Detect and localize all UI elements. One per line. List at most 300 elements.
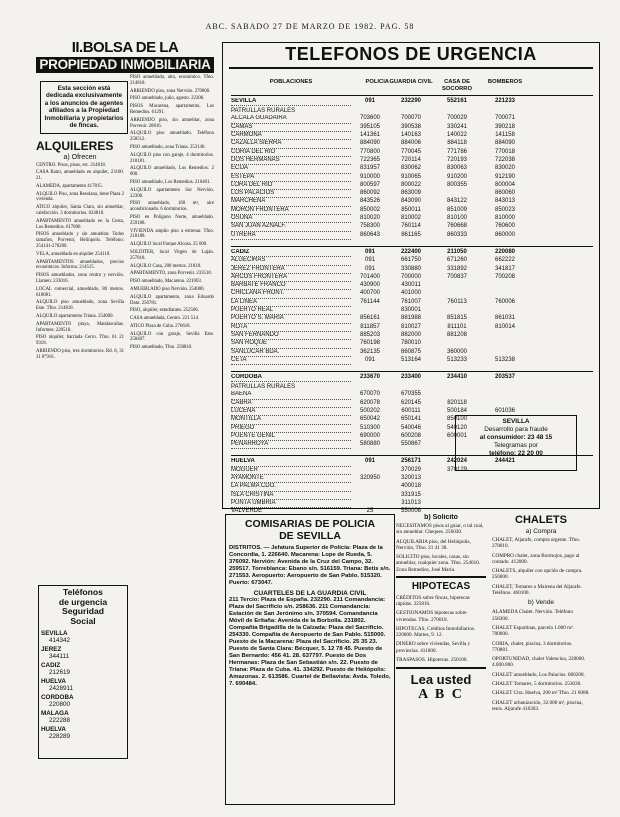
urgencia-number: 140022 — [446, 132, 468, 139]
urgencia-number: 670070 — [359, 391, 381, 398]
ad-text: CENTRO. Pisos, pisos, etc. 214818. — [36, 162, 106, 168]
urgencia-place: PRIEGO — [231, 425, 351, 433]
urgencia-place: CARMONA — [231, 132, 351, 140]
urgencia-number: 851815 — [446, 315, 468, 322]
urgencia-title: TELEFONOS DE URGENCIA — [285, 44, 537, 64]
urgencia-number — [481, 400, 529, 408]
urgencia-number: 601036 — [494, 407, 516, 414]
urgencia-place: PUERTO REAL — [231, 307, 351, 315]
urgencia-row — [231, 340, 593, 348]
comisarias-title2: CUARTELES DE LA GUARDIA CIVIL — [253, 590, 367, 597]
seguridad-title — [41, 588, 125, 626]
ad-text: ALQUILO piso con garaje, 4 dormitorios. 218181. — [130, 152, 214, 164]
urgencia-row — [231, 483, 593, 491]
sevilla-box-line2: al consumidor: 23 48 15 — [479, 434, 553, 441]
ad-text: VIVIENDA amplio piso a estrenar. Tfno. 218188. — [130, 228, 214, 240]
urgencia-number: 760113 — [447, 298, 467, 305]
urgencia-number: 540046 — [400, 424, 422, 431]
urgencia-number: 700208 — [494, 273, 516, 280]
ad-text: APARTAMENTOS amueblados, precios económicos. Informa: 214515. — [36, 259, 124, 271]
urgencia-row — [231, 115, 593, 123]
urgencia-number: 091 — [364, 257, 375, 264]
urgencia-number: 843013 — [494, 198, 516, 205]
urgencia-number: 256171 — [400, 458, 422, 465]
ad-text: ALQUILO Piso, zona Resolana, tiene Plaza 2 vivienda. — [36, 191, 124, 203]
seguridad-city: JEREZ — [41, 646, 62, 653]
urgencia-number: 760114 — [401, 223, 421, 230]
urgencia-number: 860092 — [359, 190, 381, 197]
urgencia-row — [231, 299, 593, 307]
urgencia-group — [231, 95, 593, 240]
urgencia-number: 910000 — [359, 173, 381, 180]
urgencia-number: 600001 — [446, 432, 468, 439]
urgencia-number: 810002 — [400, 215, 422, 222]
seguridad-title-2: de urgencia — [58, 596, 108, 607]
urgencia-number: 244421 — [494, 458, 516, 465]
ad-text: ALQUILO local Parque Alcosa. 25 000. — [130, 242, 208, 248]
urgencia-number: 830062 — [400, 165, 422, 172]
urgencia-place: ECIJA — [231, 165, 351, 173]
urgencia-number: 650141 — [400, 416, 422, 423]
urgencia-number: 233670 — [359, 374, 381, 381]
sevilla-box-line1: Desarrollo para fraude — [484, 426, 548, 433]
ad-text: ALQUILO piso amueblado, zona Sevilla Este. Tfno. 214818. — [36, 300, 124, 312]
urgencia-number: 856161 — [359, 315, 381, 322]
urgencia-number: 761007 — [400, 298, 422, 305]
urgencia-place: ARCOS FRONTERA — [231, 274, 351, 282]
urgencia-number — [433, 391, 481, 399]
urgencia-place: MARCHENA — [231, 198, 351, 206]
urgencia-row — [231, 232, 593, 240]
ad-text: PISOS Macarena, apartamento, Los Remedios. 61291. — [130, 104, 214, 115]
urgencia-number: 910200 — [446, 173, 468, 180]
ad-text: ATICO alquiler, Santa Clara, sin amueblar, calefacción. 3 dormitorios. 624818. — [36, 205, 124, 217]
bolsa-intro: Esta sección está dedicada exclusivamente a los anuncios de agentes afiliados a la Propiedad Inmobiliaria y propietarios de fincas. — [44, 84, 124, 129]
sevilla-box-line4: teléfono: 22 20 00 — [489, 450, 543, 457]
ad-text: ARRIENDO piso, tres dormitorios. Rd. 8, 31 31 8°916. — [36, 349, 124, 360]
urgencia-number: 580880 — [359, 441, 381, 448]
urgencia-number: 843526 — [359, 198, 381, 205]
seguridad-number: 212619 — [49, 669, 71, 676]
urgencia-number: 600111 — [401, 407, 421, 414]
urgencia-number: 141361 — [359, 132, 381, 139]
seguridad-city: HUELVA — [41, 678, 66, 685]
urgencia-place: CAMAS — [231, 124, 351, 132]
ad-text: ATICO Plaza de Cuba. 276618. — [130, 323, 191, 329]
urgencia-number — [481, 349, 529, 357]
urgencia-number: 430011 — [401, 282, 421, 289]
urgencia-number — [433, 190, 481, 198]
comisarias-body2: 211 Tercio: Plaza de España. 232290. 211 Comandancia: Plaza del Sacrificio s/n. 258636. 211 Comandancia: Estación de San Jerónimo s/n. 370594. Comandancia Móvil de Eritaña: Avenida de la Borbolla. 231802. Compañía Brigadilla de la Calzada: Plaza del Sacrificio. 254330. Compañía de Aeropuerto de San Pablo. 515000. Puesto de la Macarena: Plaza del Sacrificio. 25 35 23. Puesto de Santa Clara: Bécquer, 5. 12 78 45. Puesto de San Bernardo: 456 41. 28. 637797. Puesto de Dos Hermanas: Plaza de San Sebastián s/n. 22. Puesto de Triana: Plaza de Cuba. 41. 334292. Puesto de Heliópolis: Amazonas. 2. 613586. Cuartel de Bellavista: Avda. Toledo, 7. 690484. — [229, 597, 391, 687]
ad-text: PISO, alquiler, estudiantes. 252506. — [130, 308, 199, 314]
urgencia-number: 661750 — [400, 257, 422, 264]
ad-text: AMUEBLADO piso Nervión. 254000. — [130, 286, 205, 292]
urgencia-number: 770018 — [494, 148, 516, 155]
chalets-sub-b: b) Vende — [527, 599, 555, 607]
urgencia-number: 881988 — [400, 315, 422, 322]
urgencia-number: 851009 — [446, 206, 468, 213]
ad-text: DINERO sobre viviendas, Sevilla y provincias. 411000. — [396, 641, 471, 654]
urgencia-number — [433, 290, 481, 298]
urgencia-number: 700071 — [494, 115, 516, 122]
urgencia-number: 761144 — [360, 298, 380, 305]
seguridad-entry — [41, 726, 125, 740]
urgencia-number: 550008 — [400, 508, 422, 515]
urgencia-number: 330241 — [446, 123, 468, 130]
chalets-vende-ads — [492, 609, 590, 712]
urgencia-number: 370129 — [446, 466, 468, 473]
ad-text: PISO amueblado, Tfno. 258810. — [130, 345, 193, 351]
urgencia-number — [481, 492, 529, 500]
ad-text: ALQUILO apartamento Sur Nervión. 22308. — [130, 187, 214, 199]
urgencia-number — [351, 467, 389, 475]
ad-text: TRASPASOS. Hipotecas. 250100. — [396, 657, 468, 664]
urgencia-row — [231, 257, 593, 265]
urgencia-row — [231, 374, 593, 382]
seguridad-number: 222288 — [49, 717, 71, 724]
urgencia-number — [433, 340, 481, 348]
urgencia-place: SANLUCAR BDA. — [231, 349, 351, 357]
solicito-column — [396, 514, 486, 794]
urgencia-row — [231, 165, 593, 173]
urgencia-row — [231, 282, 593, 290]
alquileres-title: ALQUILERES — [36, 138, 114, 153]
seguridad-entry — [41, 630, 125, 644]
urgencia-number — [481, 340, 529, 348]
urgencia-number: 722365 — [359, 156, 381, 163]
urgencia-number: 341817 — [494, 265, 516, 272]
chalets-sub-a: a) Compra — [525, 528, 557, 535]
urgencia-number: 760006 — [494, 298, 516, 305]
urgencia-number: 780010 — [400, 340, 422, 347]
urgencia-number: 620078 — [359, 399, 381, 406]
urgencia-number: 671260 — [446, 257, 468, 264]
ad-text: PISOS amueblado y sin amueblar. Todos tamaños, Porvenir, Heliópolis. Teléfono: 254141-270200. — [36, 232, 124, 250]
urgencia-number: 620145 — [400, 399, 422, 406]
urgencia-number — [433, 500, 481, 508]
seguridad-number: 344111 — [49, 653, 70, 660]
urgencia-number: 203537 — [494, 374, 516, 381]
urgencia-place: BAENA — [231, 391, 351, 399]
urgencia-place: SEVILLA — [231, 98, 351, 106]
urgencia-row — [231, 266, 593, 274]
ad-text: CHALET Tomares, 5 dormitorios. 253030. — [492, 681, 582, 688]
seguridad-city: SEVILLA — [41, 630, 68, 637]
urgencia-number: 760668 — [446, 223, 468, 230]
seguridad-city: MALAGA — [41, 710, 69, 717]
ad-text: ALQUILO piso amueblado. Teléfono 258512. — [130, 131, 214, 143]
col-guardia: GUARDIA CIVIL — [389, 78, 433, 85]
urgencia-number: 882000 — [400, 331, 422, 338]
urgencia-place: CABRA — [231, 400, 351, 408]
ad-text: PISO en Polígono Norte, amueblado. 259188. — [130, 214, 214, 226]
urgencia-number: 884118 — [447, 140, 467, 147]
urgencia-number: 703600 — [359, 115, 381, 122]
urgencia-number: 400700 — [359, 290, 381, 297]
urgencia-place: JEREZ FRONTERA — [231, 266, 351, 274]
urgencia-place: ESTEPA — [231, 174, 351, 182]
urgencia-row — [231, 132, 593, 140]
urgencia-row — [231, 391, 593, 399]
seguridad-entry — [41, 678, 125, 692]
urgencia-row — [231, 324, 593, 332]
urgencia-number: 510300 — [359, 424, 381, 431]
urgencia-place: SAN JUAN AZNALF. — [231, 223, 351, 231]
ad-text: PISO amueblado, zona Triana. 253146. — [130, 144, 206, 150]
urgencia-number: 860875 — [400, 348, 422, 355]
urgencia-number — [351, 483, 389, 491]
sevilla-consumidor-box — [455, 415, 577, 471]
seguridad-title-1: Teléfonos — [63, 587, 103, 597]
urgencia-number: 513233 — [446, 356, 468, 363]
urgencia-number — [351, 492, 389, 500]
urgencia-number: 860333 — [446, 231, 468, 238]
seguridad-number: 220800 — [49, 701, 71, 708]
alquileres-right-ads — [130, 75, 214, 353]
ad-text: COMPRO chalet, zona Bormujos, pago al contado. 412000. — [492, 552, 580, 565]
urgencia-number: 401000 — [400, 290, 422, 297]
urgencia-number: 091 — [364, 248, 375, 255]
urgencia-number: 810020 — [359, 215, 381, 222]
urgencia-row — [231, 223, 593, 231]
seguridad-entry — [41, 694, 125, 708]
ad-text: ARRIENDO piso, zona Nervión. 270800. — [130, 88, 211, 94]
urgencia-number: 390538 — [400, 123, 422, 130]
bolsa-title-1: II.BOLSA DE LA — [71, 40, 179, 56]
urgencia-row — [231, 190, 593, 198]
urgencia-number: 843090 — [400, 198, 422, 205]
urgencia-place: ROTA — [231, 324, 351, 332]
urgencia-number: 232290 — [400, 98, 422, 105]
urgencia-number: 091 — [364, 265, 375, 272]
urgencia-number: 760600 — [494, 223, 516, 230]
urgencia-place: SAN ROQUE — [231, 340, 351, 348]
urgencia-number: 091 — [364, 458, 375, 465]
sevilla-box-title: SEVILLA — [502, 418, 530, 425]
urgencia-number: 912190 — [494, 173, 516, 180]
urgencia-row — [231, 157, 593, 165]
urgencia-subheader: PATRULLAS RURALES — [231, 384, 296, 391]
urgencia-number: 831957 — [359, 165, 381, 172]
urgencia-number: 600208 — [400, 432, 422, 439]
urgencia-number — [433, 492, 481, 500]
seguridad-number: 228289 — [49, 733, 71, 740]
col-socorro: CASA DE SOCORRO — [442, 78, 472, 92]
urgencia-number: 390218 — [494, 123, 516, 130]
urgencia-row — [231, 174, 593, 182]
comisarias-title-1: COMISARIAS DE POLICIA — [244, 518, 376, 530]
urgencia-row — [231, 98, 593, 106]
urgencia-place: LA PALMA CDO. — [231, 483, 351, 491]
urgencia-number: 141158 — [495, 132, 515, 139]
ad-text: ALQUILO con garaje, Sevilla Este. 258407. — [130, 331, 214, 343]
urgencia-number: 320013 — [400, 475, 422, 482]
ad-text: ALQUILARIA piso, del Heliópolis, Nervión, Tfno. 21 41 38. — [396, 538, 471, 551]
urgencia-number: 884090 — [494, 140, 516, 147]
seguridad-entry — [41, 662, 125, 676]
urgencia-number — [351, 500, 389, 508]
ad-text: PISO amueblado, julio, agosto. 22306. — [130, 96, 205, 102]
urgencia-number: 770045 — [400, 148, 422, 155]
urgencia-number — [481, 391, 529, 399]
urgencia-number — [481, 475, 529, 483]
ad-text: VELA, amueblado en alquiler 254118. — [36, 251, 111, 257]
urgencia-number: 810100 — [446, 215, 468, 222]
urgencia-number: 360000 — [446, 348, 468, 355]
ad-text: CRÉDITOS sobre fincas, hipotecas rápidas. 225816. — [396, 594, 470, 607]
urgencia-number: 800004 — [494, 181, 516, 188]
urgencia-row — [231, 124, 593, 132]
ad-text: PISOS amueblados, zona centro y nervión. Llamen: 233016. — [36, 273, 124, 285]
ad-text: GESTIONAMOS hipotecas sobre viviendas. Tfno. 270018. — [396, 610, 467, 623]
urgencia-number: 540120 — [446, 424, 468, 431]
urgencia-number: 863009 — [400, 190, 422, 197]
urgencia-place: CETA — [231, 357, 351, 365]
urgencia-number: 395105 — [359, 123, 381, 130]
comisarias-box — [225, 514, 395, 805]
ad-text: NECESITAMOS pisos al guiar, o tal cual, sin amueblar. Cheques. 256030. — [396, 523, 484, 536]
urgencia-number — [481, 332, 529, 340]
urgencia-number — [481, 307, 529, 315]
urgencia-number: 850100 — [446, 416, 468, 423]
urgencia-group — [231, 246, 593, 365]
urgencia-row — [231, 500, 593, 508]
urgencia-place: ALCALA GUADAIRA — [231, 115, 351, 123]
urgencia-number: 220080 — [494, 248, 516, 255]
bolsa-intro-box — [40, 81, 128, 134]
urgencia-number: 770800 — [359, 148, 381, 155]
lea-usted: Lea usted — [410, 671, 472, 687]
urgencia-number: 513238 — [494, 356, 516, 363]
urgencia-subheader: PATRULLAS RURALES — [231, 108, 296, 115]
urgencia-number: 211050 — [447, 248, 467, 255]
urgencia-number: 221233 — [494, 98, 516, 105]
seguridad-box — [38, 585, 128, 759]
urgencia-number — [481, 290, 529, 298]
page-header: ABC. SABADO 27 DE MARZO DE 1982. PAG. 58 — [205, 22, 415, 31]
urgencia-number: 430900 — [359, 282, 381, 289]
urgencia-row — [231, 492, 593, 500]
urgencia-number: 330880 — [400, 265, 422, 272]
urgencia-number: 331915 — [400, 491, 422, 498]
ad-text: APARTAMENTO playa, Matalascañas. Informes: 220510. — [36, 321, 124, 333]
urgencia-number: 311013 — [401, 499, 421, 506]
urgencia-number: 811857 — [360, 323, 380, 330]
chalets-column — [492, 514, 590, 804]
urgencia-number: 670355 — [400, 391, 422, 398]
urgencia-number: 810027 — [400, 323, 422, 330]
urgencia-place: LOS PALACIOS — [231, 190, 351, 198]
urgencia-number: 830001 — [400, 307, 422, 314]
urgencia-place: MOGUER — [231, 467, 351, 475]
ad-text: CASA Bami, amueblado en alquiler, 23100. 21. — [36, 170, 124, 182]
urgencia-row — [231, 307, 593, 315]
seguridad-entry — [41, 710, 125, 724]
ad-text: ARRIENDO piso, sin amueblar, zona Porvenir. 20816. — [130, 117, 214, 129]
urgencia-number: 811101 — [447, 323, 467, 330]
urgencia-number: 662222 — [494, 257, 516, 264]
urgencia-place: LA LINEA — [231, 299, 351, 307]
urgencia-row — [231, 198, 593, 206]
ad-text: CASA amueblada, Centro. 221 514. — [130, 316, 200, 322]
urgencia-number — [433, 483, 481, 491]
urgencia-place: ISLA CRISTINA — [231, 492, 351, 500]
urgencia-number: 850002 — [359, 206, 381, 213]
urgencia-place: PUENTE GENIL — [231, 433, 351, 441]
urgencia-number: 091 — [364, 356, 375, 363]
urgencia-number: 400018 — [400, 483, 422, 490]
ad-text: CHALET urbanización, 32.000 m², piscina, tenis. Aljarafe 416303. — [492, 699, 583, 712]
urgencia-row — [231, 140, 593, 148]
urgencia-place: CHICLANA FRONT. — [231, 290, 351, 298]
urgencia-number: 850023 — [494, 206, 516, 213]
urgencia-number: 320950 — [359, 475, 381, 482]
ad-text: ALQUILO apartamento Triana. 254000. — [36, 314, 114, 320]
urgencia-number — [433, 307, 481, 315]
urgencia-place: CORIA DEL RIO — [231, 149, 351, 157]
urgencia-row — [231, 475, 593, 483]
urgencia-number: 690000 — [359, 432, 381, 439]
urgencia-number: 860060 — [494, 190, 516, 197]
ad-text: PISO amueblado, Macarena. 221003. — [130, 279, 202, 285]
urgencia-number: 830063 — [446, 165, 468, 172]
urgencia-place: PEÑARROYA — [231, 441, 351, 449]
urgencia-number: 884006 — [400, 140, 422, 147]
urgencia-number: 140163 — [400, 132, 422, 139]
urgencia-number: 910065 — [400, 173, 422, 180]
seguridad-title-3: Seguridad — [61, 606, 105, 616]
urgencia-number: 091 — [364, 98, 375, 105]
urgencia-number: 800355 — [446, 181, 468, 188]
seguridad-city: CORDOBA — [41, 694, 74, 701]
ad-text: CHALETS, alquiler con opción de compra. 256000. — [492, 568, 583, 581]
seguridad-list — [41, 630, 125, 740]
ad-text: CHALET amueblado, Los Palacios. 860208. — [492, 671, 585, 678]
urgencia-number: 552161 — [446, 98, 468, 105]
ad-text: APARTAMENTO, zona Porvenir. 233510. — [130, 271, 212, 277]
urgencia-place: HUELVA — [231, 458, 351, 466]
chalets-title: CHALETS — [515, 514, 567, 526]
ad-text: PISO amueblado, Los Remedios. 210401. — [130, 179, 211, 185]
comisarias-body: DISTRITOS. — Jefatura Superior de Policía: Plaza de la Concordia, 1. 226640. Macarena: Lope de Rueda, 5. 376092. Nervión: Avenida de la Cruz del Campo, 32. 259517. Torreblanca: Ebano s/n. 516159. Triana: Betis s/n. 271553. Aeropuerto: Aeropuerto de San Pablo. 515320. Puerto: 673047. — [229, 545, 391, 586]
urgencia-row — [231, 332, 593, 340]
urgencia-place: CORDOBA — [231, 374, 351, 382]
urgencia-place: OSUNA — [231, 215, 351, 223]
solicito-title: b) Solicito — [424, 514, 458, 521]
ad-text: OPORTUNIDAD, chalet Valencina, 220000. 4.000.000. — [492, 656, 586, 669]
urgencia-row — [231, 357, 593, 365]
urgencia-row — [231, 149, 593, 157]
urgencia-number: 513164 — [400, 356, 422, 363]
urgencia-number — [351, 307, 389, 315]
urgencia-number: 233400 — [400, 374, 422, 381]
urgencia-number: 771786 — [446, 148, 468, 155]
urgencia-number: 800597 — [359, 181, 381, 188]
urgencia-number: 843122 — [446, 198, 468, 205]
urgencia-number — [481, 282, 529, 290]
ad-text: APARTAMENTO amueblado en la Costa, Los Remedios. 617000. — [36, 218, 124, 230]
urgencia-number: 758300 — [359, 223, 381, 230]
ad-text: HIPOTECAS, Créditos Inmobiliarios. 220000. Martes, 9. 12. — [396, 625, 476, 639]
ad-text: CHALET, Tomares o Mairena del Aljarafe. Teléfono. 460100. — [492, 583, 582, 597]
ad-text: CHALET, Aljarafe, compra urgente. Tfno. 278010. — [492, 537, 581, 550]
urgencia-number: 700837 — [446, 273, 468, 280]
ad-text: SOLDITER, local Virgen de Luján. 257818. — [130, 249, 214, 261]
urgencia-box — [222, 42, 600, 515]
urgencia-place: UTRERA — [231, 232, 351, 240]
urgencia-number: 500202 — [359, 407, 381, 414]
ad-text: CHALET Espartinas, parcela 1.000 m². 700000. — [492, 624, 574, 638]
